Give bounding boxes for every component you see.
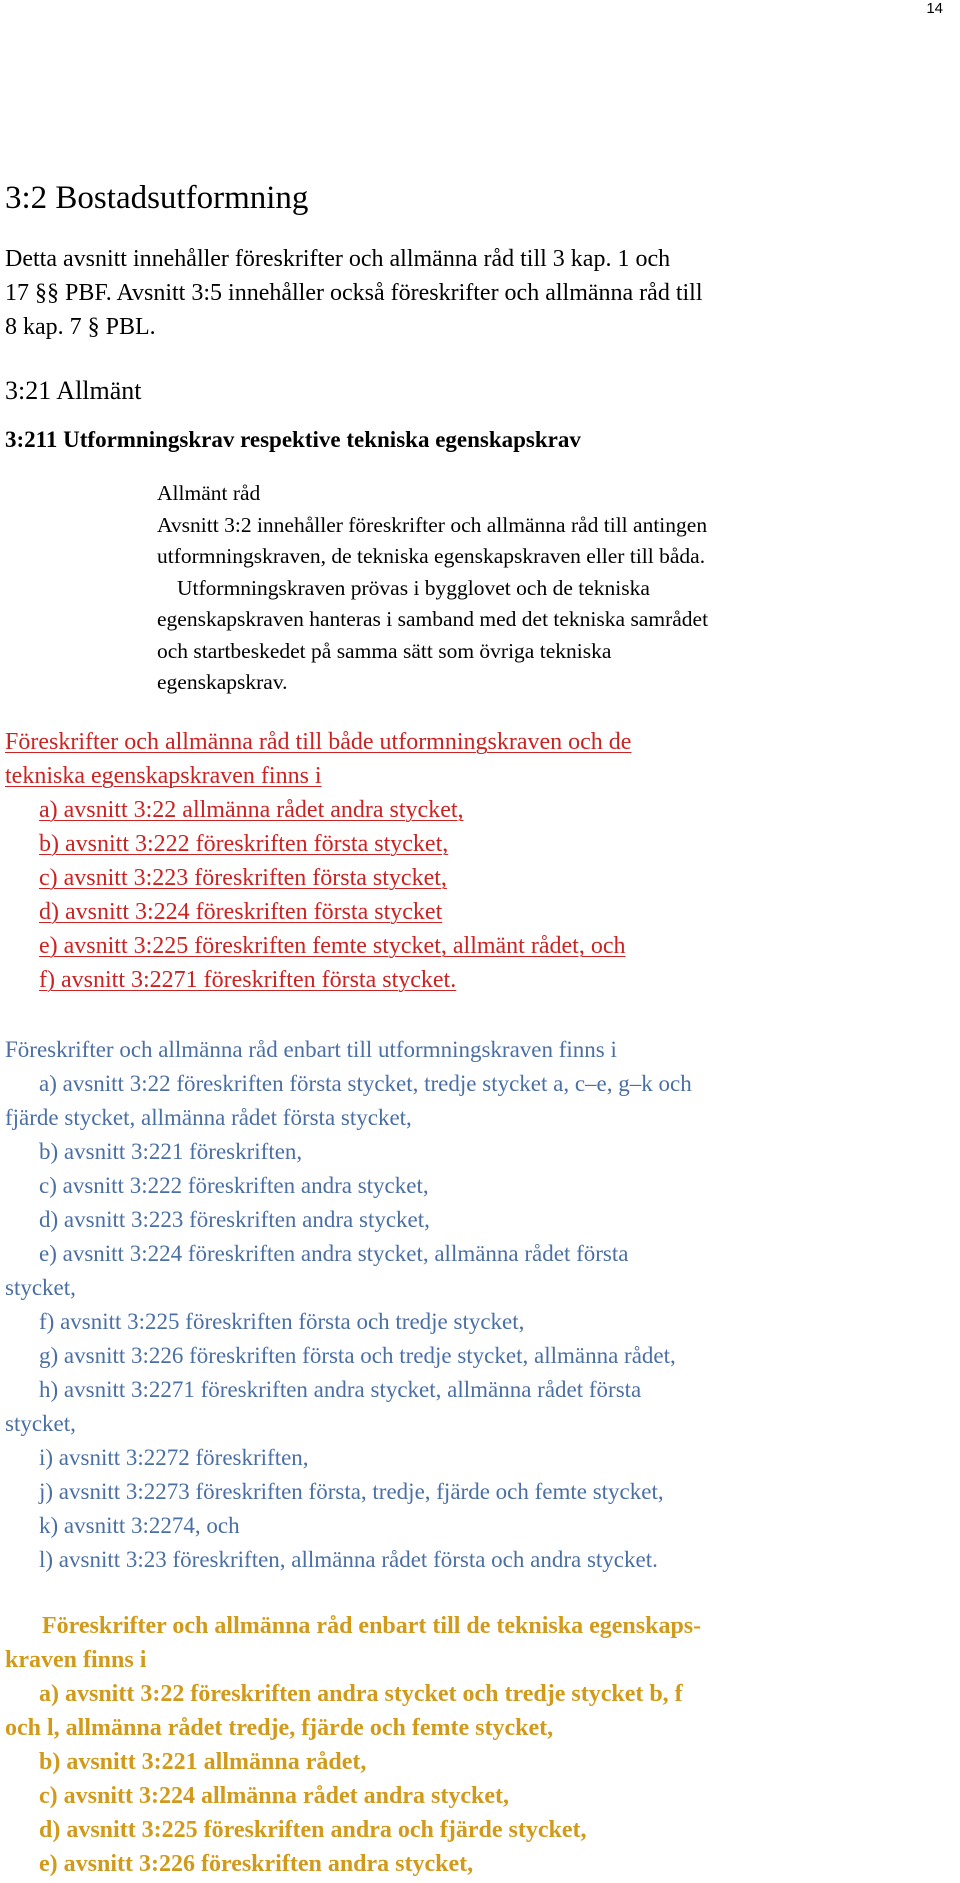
- orange-list-item: b) avsnitt 3:221 allmänna rådet,: [39, 1749, 367, 1775]
- intro-paragraph: [5, 242, 703, 344]
- blue-list-continuation: stycket,: [5, 1275, 76, 1300]
- subheading: 3:21 Allmänt: [5, 376, 142, 405]
- orange-list-continuation: och l, allmänna rådet tredje, fjärde och femte stycket,: [5, 1715, 554, 1741]
- advice-line: egenskapskrav.: [157, 670, 288, 694]
- red-list-item: e) avsnitt 3:225 föreskriften femte stycket, allmänt rådet, och: [39, 933, 626, 959]
- advice-line: egenskapskraven hanteras i samband med det tekniska samrådet: [157, 607, 709, 631]
- red-intro-line: Föreskrifter och allmänna råd till både utformningskraven och de: [5, 729, 632, 755]
- intro-line: 8 kap. 7 § PBL.: [5, 314, 156, 340]
- red-list-item: c) avsnitt 3:223 föreskriften första stycket,: [39, 865, 447, 891]
- advice-line: Utformningskraven prövas i bygglovet och de tekniska: [177, 575, 650, 600]
- blue-intro: Föreskrifter och allmänna råd enbart till utformningskraven finns i: [5, 1037, 617, 1062]
- orange-list-item: e) avsnitt 3:226 föreskriften andra stycket,: [39, 1851, 474, 1877]
- intro-line: Detta avsnitt innehåller föreskrifter och allmänna råd till 3 kap. 1 och: [5, 246, 671, 272]
- blue-list-item: l) avsnitt 3:23 föreskriften, allmänna rådet första och andra stycket.: [39, 1547, 658, 1572]
- advice-line: och startbeskedet på samma sätt som övriga tekniska: [157, 638, 612, 663]
- blue-list-item: a) avsnitt 3:22 föreskriften första stycket, tredje stycket a, c–e, g–k och: [39, 1071, 692, 1096]
- blue-list-item: c) avsnitt 3:222 föreskriften andra stycket,: [39, 1173, 429, 1198]
- general-advice-box: [157, 478, 708, 699]
- orange-block: [5, 1609, 701, 1881]
- advice-label: Allmänt råd: [157, 481, 261, 505]
- red-list-item: b) avsnitt 3:222 föreskriften första stycket,: [39, 831, 449, 857]
- red-list-item: f) avsnitt 3:2271 föreskriften första stycket.: [39, 967, 457, 993]
- blue-list-item: d) avsnitt 3:223 föreskriften andra stycket,: [39, 1207, 430, 1232]
- page-number: 14: [926, 0, 943, 17]
- red-intro-line: tekniska egenskapskraven finns i: [5, 763, 322, 789]
- blue-list-continuation: stycket,: [5, 1411, 76, 1436]
- orange-intro-line: kraven finns i: [5, 1647, 147, 1673]
- blue-list-item: e) avsnitt 3:224 föreskriften andra stycket, allmänna rådet första: [39, 1241, 629, 1266]
- blue-list-item: k) avsnitt 3:2274, och: [39, 1513, 240, 1538]
- intro-line: 17 §§ PBF. Avsnitt 3:5 innehåller också föreskrifter och allmänna råd till: [5, 280, 703, 306]
- orange-list-item: d) avsnitt 3:225 föreskriften andra och fjärde stycket,: [39, 1817, 587, 1843]
- orange-list-item: c) avsnitt 3:224 allmänna rådet andra stycket,: [39, 1783, 509, 1809]
- section-heading: 3:211 Utformningskrav respektive tekniska egenskapskrav: [5, 427, 581, 452]
- advice-line: utformningskraven, de tekniska egenskapskraven eller till båda.: [157, 544, 706, 568]
- page-title: 3:2 Bostadsutformning: [5, 180, 309, 216]
- blue-list-item: f) avsnitt 3:225 föreskriften första och tredje stycket,: [39, 1309, 525, 1334]
- red-block: [5, 725, 631, 997]
- blue-list-item: g) avsnitt 3:226 föreskriften första och tredje stycket, allmänna rådet,: [39, 1343, 676, 1368]
- blue-list-continuation: fjärde stycket, allmänna rådet första stycket,: [5, 1105, 412, 1130]
- advice-line: Avsnitt 3:2 innehåller föreskrifter och allmänna råd till antingen: [157, 512, 708, 537]
- orange-intro-line: Föreskrifter och allmänna råd enbart till de tekniska egenskaps-: [42, 1613, 702, 1639]
- orange-list-item: a) avsnitt 3:22 föreskriften andra stycket och tredje stycket b, f: [39, 1681, 683, 1707]
- blue-list-item: i) avsnitt 3:2272 föreskriften,: [39, 1445, 309, 1470]
- blue-block: [5, 1033, 692, 1577]
- blue-list-item: h) avsnitt 3:2271 föreskriften andra stycket, allmänna rådet första: [39, 1377, 642, 1402]
- red-list-item: d) avsnitt 3:224 föreskriften första stycket: [39, 899, 443, 925]
- blue-list-item: j) avsnitt 3:2273 föreskriften första, tredje, fjärde och femte stycket,: [39, 1479, 664, 1504]
- red-list-item: a) avsnitt 3:22 allmänna rådet andra stycket,: [39, 797, 464, 823]
- blue-list-item: b) avsnitt 3:221 föreskriften,: [39, 1139, 303, 1164]
